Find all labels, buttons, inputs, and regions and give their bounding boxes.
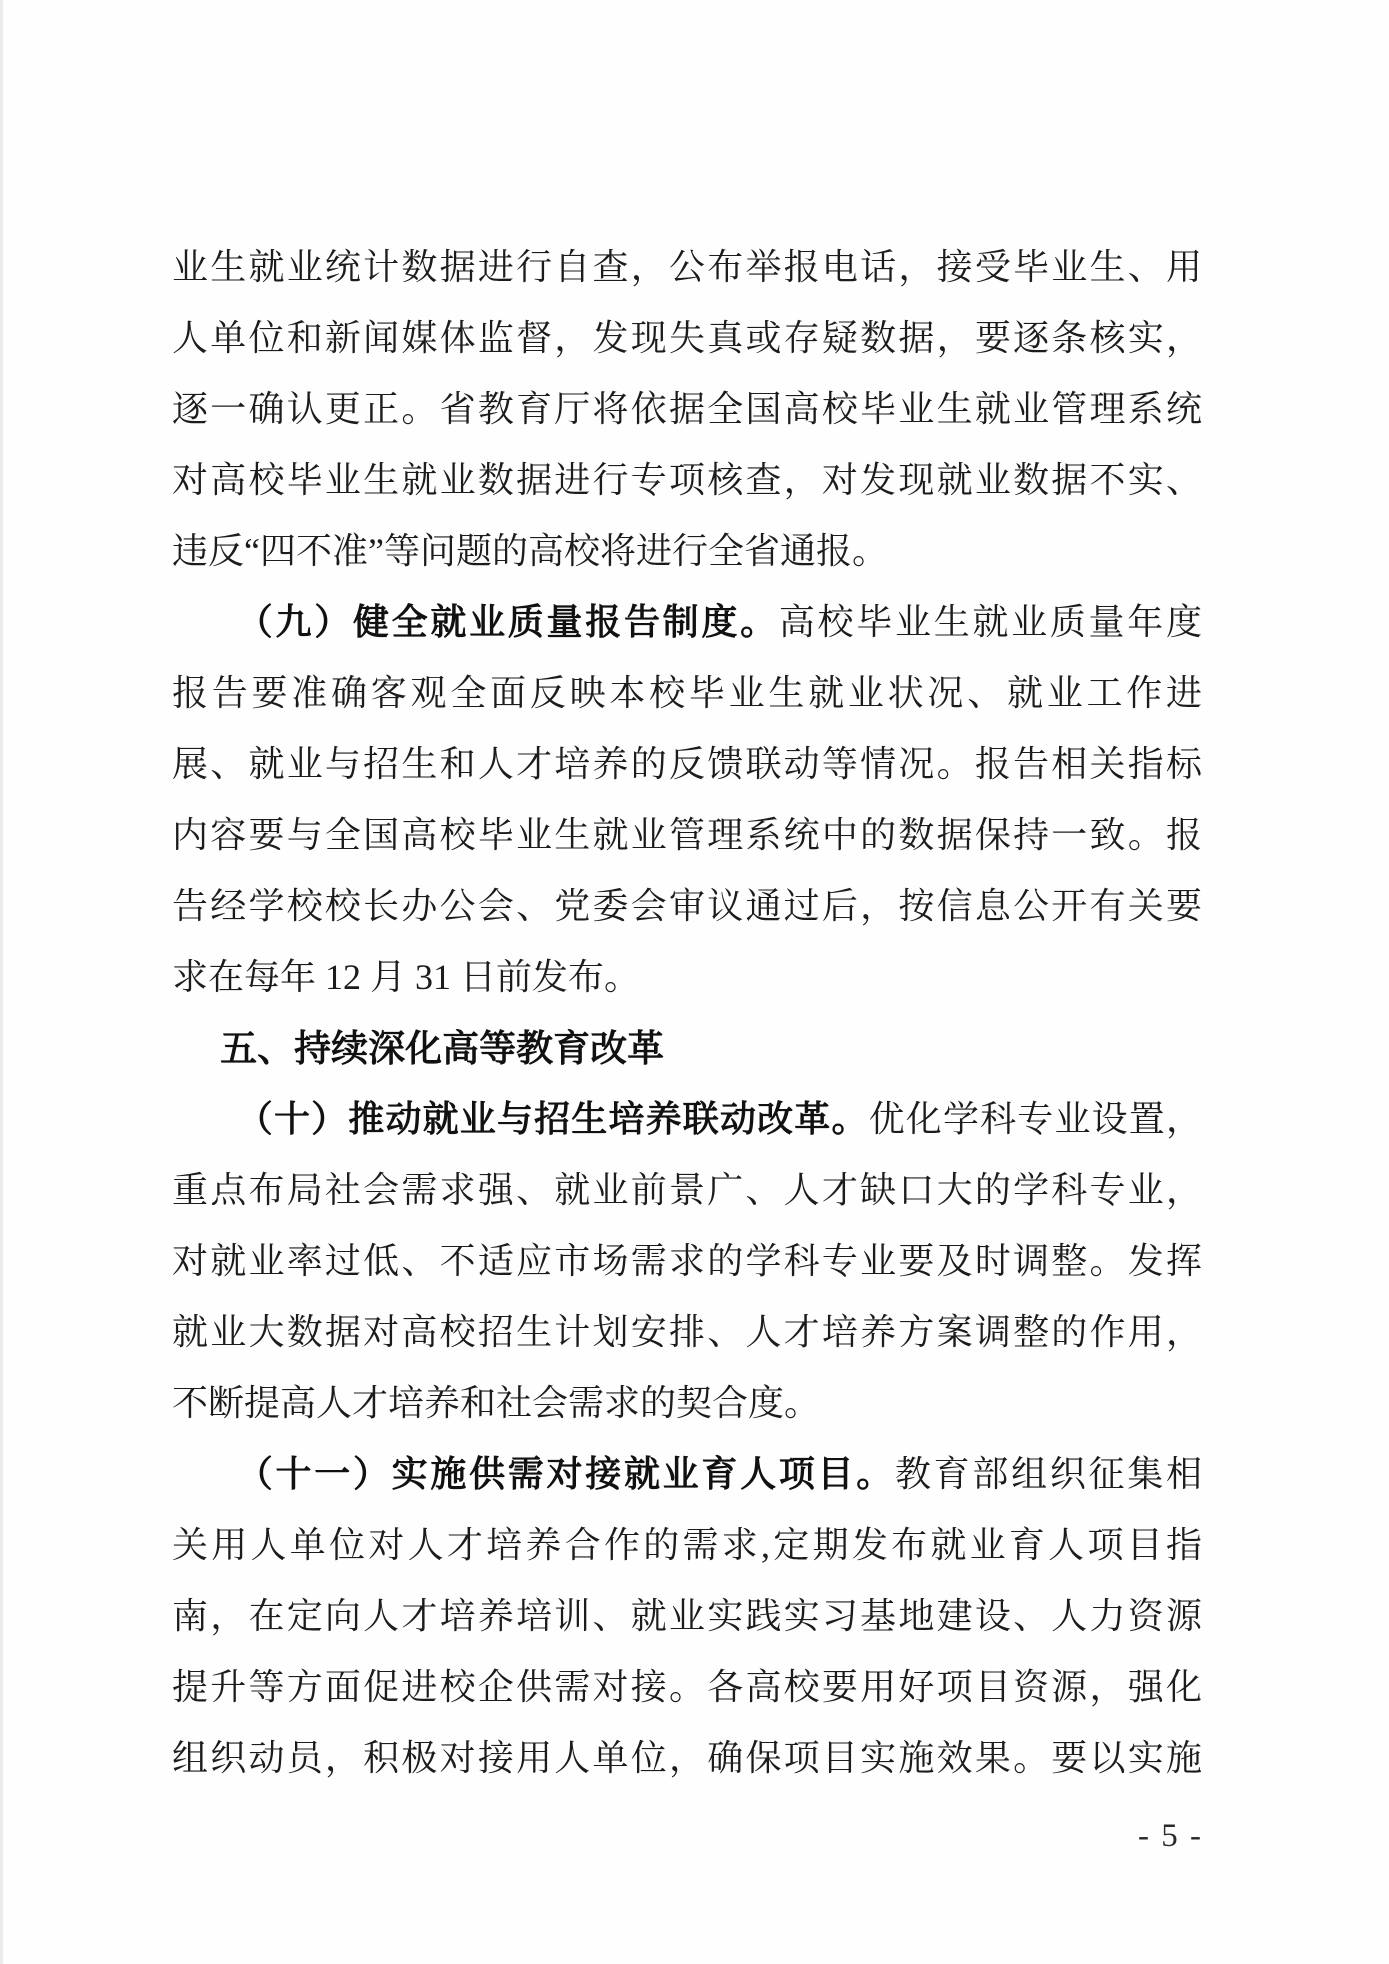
text-line (172, 658, 1202, 729)
bold-text-segment: （十）推动就业与招生培养联动改革。 (236, 1099, 869, 1139)
scan-edge-artifact (0, 0, 3, 1964)
text-block (172, 232, 1202, 1794)
text-segment: 提升等方面促进校企供需对接。各高校要用好项目资源，强化 (172, 1667, 1202, 1707)
text-line (172, 1155, 1202, 1226)
text-segment: 对高校毕业生就业数据进行专项核查，对发现就业数据不实、 (172, 460, 1202, 500)
text-line (172, 516, 1202, 587)
text-line (172, 1084, 1202, 1155)
text-segment: 优化学科专业设置， (868, 1099, 1202, 1139)
text-segment: 展、就业与招生和人才培养的反馈联动等情况。报告相关指标 (172, 744, 1202, 784)
page-number: - 5 - (1138, 1818, 1203, 1854)
text-segment: 内容要与全国高校毕业生就业管理系统中的数据保持一致。报 (172, 815, 1202, 855)
bold-text-segment: （九）健全就业质量报告制度。 (236, 602, 779, 642)
text-line (172, 729, 1202, 800)
text-segment: 组织动员，积极对接用人单位，确保项目实施效果。要以实施 (172, 1738, 1202, 1778)
text-line (172, 942, 1202, 1013)
text-segment: 南，在定向人才培养培训、就业实践实习基地建设、人力资源 (172, 1596, 1202, 1636)
text-line (172, 1652, 1202, 1723)
text-segment: 违反“四不准”等问题的高校将进行全省通报。 (172, 531, 888, 571)
text-segment: 重点布局社会需求强、就业前景广、人才缺口大的学科专业， (172, 1170, 1202, 1210)
text-segment: 人单位和新闻媒体监督，发现失真或存疑数据，要逐条核实， (172, 318, 1202, 358)
text-segment: 关用人单位对人才培养合作的需求,定期发布就业育人项目指 (172, 1525, 1202, 1565)
text-line (172, 1439, 1202, 1510)
text-line (172, 1510, 1202, 1581)
text-segment: 对就业率过低、不适应市场需求的学科专业要及时调整。发挥 (172, 1241, 1202, 1281)
bold-text-segment: （十一）实施供需对接就业育人项目。 (236, 1454, 895, 1494)
text-segment: 就业大数据对高校招生计划安排、人才培养方案调整的作用， (172, 1312, 1202, 1352)
bold-text-segment: 五、持续深化高等教育改革 (220, 1028, 665, 1069)
text-line (172, 374, 1202, 445)
text-line (172, 1297, 1202, 1368)
text-line (172, 871, 1202, 942)
text-line (172, 1368, 1202, 1439)
text-segment: 业生就业统计数据进行自查，公布举报电话，接受毕业生、用 (172, 247, 1202, 287)
text-line (172, 1723, 1202, 1794)
text-line (172, 1581, 1202, 1652)
text-line (172, 587, 1202, 658)
text-segment: 告经学校校长办公会、党委会审议通过后，按信息公开有关要 (172, 886, 1202, 926)
text-segment: 求在每年 12 月 31 日前发布。 (172, 957, 641, 997)
text-segment: 教育部组织征集相 (894, 1454, 1202, 1494)
text-line (172, 1226, 1202, 1297)
text-segment: 报告要准确客观全面反映本校毕业生就业状况、就业工作进 (172, 673, 1202, 713)
text-segment: 不断提高人才培养和社会需求的契合度。 (172, 1383, 821, 1423)
section-heading (172, 1013, 1202, 1084)
text-segment: 高校毕业生就业质量年度 (778, 602, 1202, 642)
text-line (172, 303, 1202, 374)
text-line (172, 445, 1202, 516)
text-segment: 逐一确认更正。省教育厅将依据全国高校毕业生就业管理系统 (172, 389, 1202, 429)
text-line (172, 800, 1202, 871)
text-line (172, 232, 1202, 303)
